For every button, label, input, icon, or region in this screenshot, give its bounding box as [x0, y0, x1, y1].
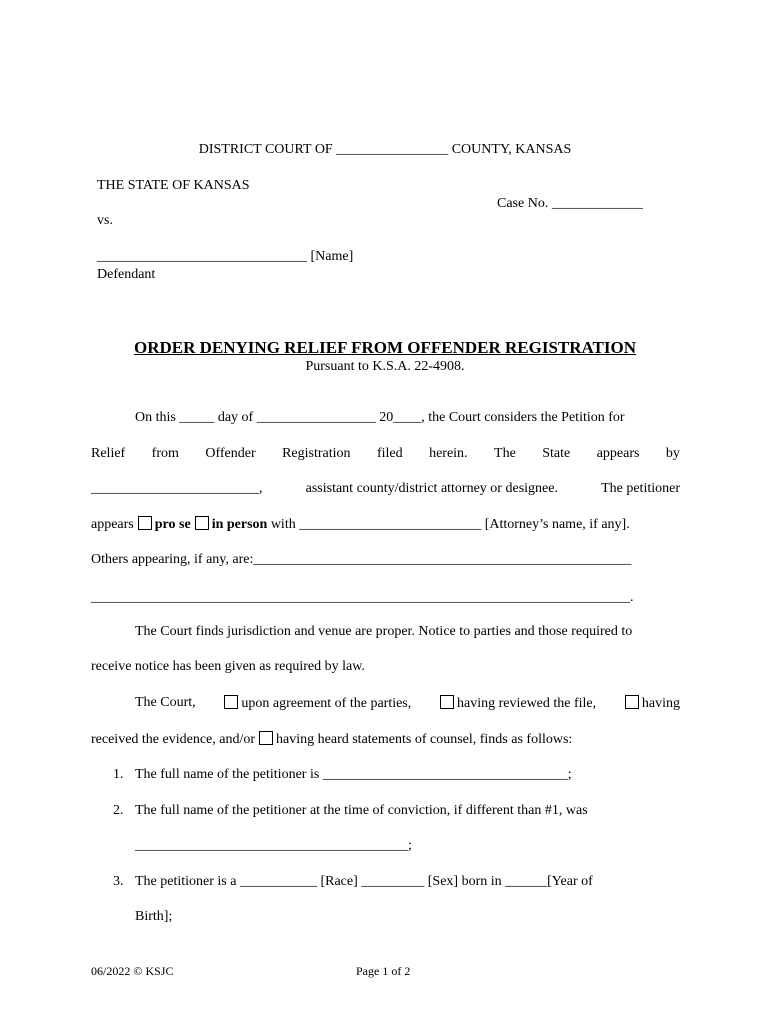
reviewed-file-checkbox[interactable] [440, 695, 454, 709]
document-subtitle: Pursuant to K.S.A. 22-4908. [305, 359, 465, 374]
item-2-blank-line: _______________________________________; [135, 838, 412, 853]
case-number-field: Case No. _____________ [497, 196, 643, 211]
word: The [494, 446, 516, 461]
paragraph-1-line-2 [91, 446, 680, 462]
item-3-text: The petitioner is a ___________ [Race] _________ [Sex] born in ______[Year of [135, 874, 593, 889]
paragraph-2-line-2: receive notice has been given as required by law. [91, 659, 365, 674]
word: by [665, 446, 680, 461]
item-3-number: 3. [113, 874, 124, 889]
item-1-text: The full name of the petitioner is ___________________________________; [135, 767, 572, 782]
document-title: ORDER DENYING RELIEF FROM OFFENDER REGISTRATION [133, 338, 636, 357]
word: Offender [205, 446, 256, 461]
versus-label: vs. [97, 213, 113, 228]
agreement-option [224, 695, 411, 712]
word: Registration [282, 446, 351, 461]
agreement-checkbox[interactable] [224, 695, 238, 709]
statements-label: having heard statements of counsel, finds as follows: [276, 732, 573, 747]
pro-se-label: pro se [154, 517, 191, 532]
item-2-number: 2. [113, 803, 124, 818]
paragraph-1-line-1: On this _____ day of _________________ 20____, the Court considers the Petition for [135, 410, 625, 425]
petitioner-text: The petitioner [601, 481, 680, 496]
word: herein. [429, 446, 468, 461]
footer-page-number: Page 1 of 2 [356, 964, 411, 978]
prosecutor-name-blank: ________________________, [91, 481, 263, 496]
paragraph-1-line-4 [91, 516, 630, 533]
paragraph-3-line-2 [91, 731, 572, 748]
word: filed [376, 446, 403, 461]
evidence-option [625, 695, 680, 712]
others-appearing-continuation: _____________________________________________________________________________. [91, 590, 634, 605]
attorney-name-text: with __________________________ [Attorney’s name, if any]. [270, 517, 630, 532]
paragraph-3-line-1 [135, 695, 680, 712]
in-person-label: in person [211, 517, 268, 532]
reviewed-file-option [440, 695, 596, 712]
court-label: The Court, [135, 695, 196, 710]
court-heading: DISTRICT COURT OF ________________ COUNTY, KANSAS [198, 142, 572, 157]
item-1-number: 1. [113, 767, 124, 782]
item-2-text: The full name of the petitioner at the time of conviction, if different than #1, was [135, 803, 588, 818]
footer-revision: 06/2022 © KSJC [91, 964, 174, 978]
evidence-checkbox[interactable] [625, 695, 639, 709]
paragraph-2-line-1: The Court finds jurisdiction and venue are proper. Notice to parties and those required to [135, 624, 633, 639]
defendant-name-line: ______________________________ [Name] [97, 249, 354, 264]
others-appearing-line: Others appearing, if any, are:______________________________________________________ [91, 552, 632, 567]
appears-label: appears [91, 517, 134, 532]
evidence-label: having [641, 696, 680, 711]
word: appears [596, 446, 640, 461]
word: from [151, 446, 179, 461]
in-person-checkbox[interactable] [195, 516, 209, 530]
pro-se-checkbox[interactable] [138, 516, 152, 530]
defendant-label: Defendant [97, 267, 156, 282]
item-3-continuation: Birth]; [135, 909, 173, 924]
statements-checkbox[interactable] [259, 731, 273, 745]
plaintiff-name: THE STATE OF KANSAS [97, 178, 250, 193]
evidence-label-cont: received the evidence, and/or [91, 732, 256, 747]
prosecutor-role-text: assistant county/district attorney or designee. [305, 481, 558, 496]
agreement-label: upon agreement of the parties, [241, 696, 412, 711]
paragraph-1-line-3 [91, 481, 680, 497]
reviewed-file-label: having reviewed the file, [456, 696, 597, 711]
word: Relief [91, 446, 126, 461]
word: State [542, 446, 571, 461]
